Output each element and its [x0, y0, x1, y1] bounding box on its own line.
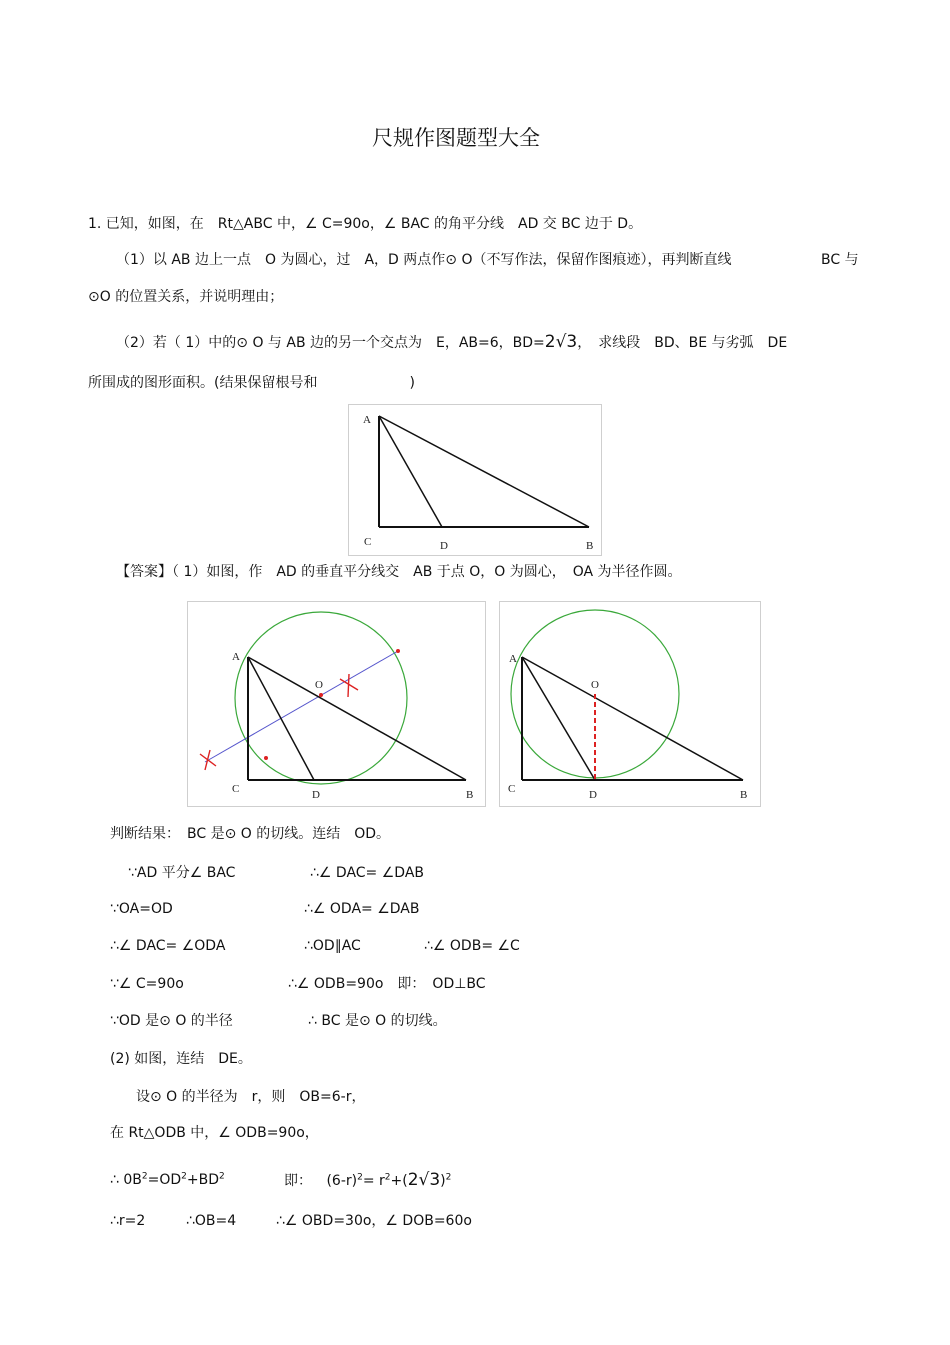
page-title: 尺规作图题型大全: [372, 126, 540, 150]
label-B: B: [740, 789, 748, 801]
final-angles: ∴∠ OBD=30o，∠ DOB=60o: [276, 1213, 472, 1229]
eq-sup: 2: [181, 1171, 187, 1182]
part2-right-triangle: 在 Rt△ODB 中，∠ ODB=90o，: [110, 1125, 319, 1141]
step2-reason: ∵OA=OD: [110, 901, 173, 917]
eq-bd: +BD: [186, 1172, 219, 1188]
label-C: C: [364, 536, 372, 548]
figure-construction: [187, 601, 486, 807]
eq-sup: 2: [384, 1172, 391, 1183]
sqrt-expression: 2√3: [407, 1170, 441, 1190]
label-B: B: [586, 540, 594, 552]
label-O: O: [591, 679, 599, 691]
sqrt-expression: 2√3: [544, 332, 578, 352]
q1-part1-line2: ⊙O 的位置关系，并说明理由；: [88, 289, 284, 305]
step3-conclusion-b: ∴∠ ODB= ∠C: [424, 938, 520, 954]
eq-sup: 2: [445, 1172, 452, 1183]
eq-sup: 2: [219, 1171, 225, 1182]
eq-sup: 2: [357, 1172, 363, 1183]
label-A: A: [232, 651, 240, 663]
q1-stem: 1. 已知，如图，在 Rt△ABC 中，∠ C=90o，∠ BAC 的角平分线 AD 交 BC 边于 D。: [88, 216, 643, 232]
q1-part2-line1: [116, 333, 787, 352]
label-A: A: [363, 414, 371, 426]
final-r: ∴r=2: [110, 1213, 146, 1229]
eq-sup: 2: [141, 1171, 148, 1182]
step3-conclusion-a: ∴OD∥AC: [304, 938, 361, 954]
step1-conclusion: ∴∠ DAC= ∠DAB: [310, 865, 424, 881]
label-C: C: [232, 783, 240, 795]
q1-part2-line2: [88, 374, 415, 392]
answer-judge: 判断结果： BC 是⊙ O 的切线。连结 OD。: [110, 826, 391, 842]
figure-triangle: [348, 404, 602, 556]
answer-head: 【答案】（ 1）如图，作 AD 的垂直平分线交 AB 于点 O，O 为圆心， OA 为半径作圆。: [116, 564, 682, 580]
q1-part2-line2-b: ): [409, 375, 415, 391]
part2-equation-left: [110, 1171, 225, 1189]
q1-part2-line2-a: 所围成的图形面积。(结果保留根号和: [88, 375, 318, 391]
final-ob: ∴OB=4: [186, 1213, 237, 1229]
eq-namely: 即：: [284, 1173, 312, 1189]
step4-reason: ∵∠ C=90o: [110, 976, 184, 992]
q1-part2-text-a: （2）若（ 1）中的⊙ O 与 AB 边的另一个交点为 E，AB=6，BD=: [116, 335, 545, 351]
step3-reason: ∴∠ DAC= ∠ODA: [110, 938, 226, 954]
label-O: O: [315, 679, 323, 691]
part2-equation-right: [284, 1171, 451, 1190]
eq-open: +(: [390, 1173, 408, 1189]
step1-reason: ∵AD 平分∠ BAC: [128, 865, 236, 881]
step2-conclusion: ∴∠ ODA= ∠DAB: [304, 901, 420, 917]
figure-od-radius: [499, 601, 761, 807]
q1-part1-line1: （1）以 AB 边上一点 O 为圆心，过 A，D 两点作⊙ O（不写作法，保留作图痕迹），再判断直线: [116, 252, 732, 268]
eq-od: =OD: [147, 1172, 182, 1188]
eq-ob: ∴ 0B: [110, 1172, 142, 1188]
step5-reason: ∵OD 是⊙ O 的半径: [110, 1013, 233, 1029]
step4-conclusion: ∴∠ ODB=90o 即： OD⊥BC: [288, 976, 486, 992]
label-B: B: [466, 789, 474, 801]
part2-head: (2) 如图，连结 DE。: [110, 1051, 252, 1067]
label-A: A: [509, 653, 517, 665]
eq-6-r: (6-r): [326, 1173, 358, 1189]
q1-part1-bc: BC 与: [821, 252, 859, 268]
label-D: D: [440, 540, 448, 552]
step5-conclusion: ∴ BC 是⊙ O 的切线。: [308, 1013, 447, 1029]
part2-radius: 设⊙ O 的半径为 r，则 OB=6-r，: [136, 1089, 366, 1105]
eq-close: ): [440, 1173, 446, 1189]
label-C: C: [508, 783, 516, 795]
label-D: D: [589, 789, 597, 801]
eq-r: = r: [362, 1173, 385, 1189]
label-D: D: [312, 789, 320, 801]
q1-part2-text-b: ， 求线段 BD、BE 与劣弧 DE: [577, 335, 788, 351]
